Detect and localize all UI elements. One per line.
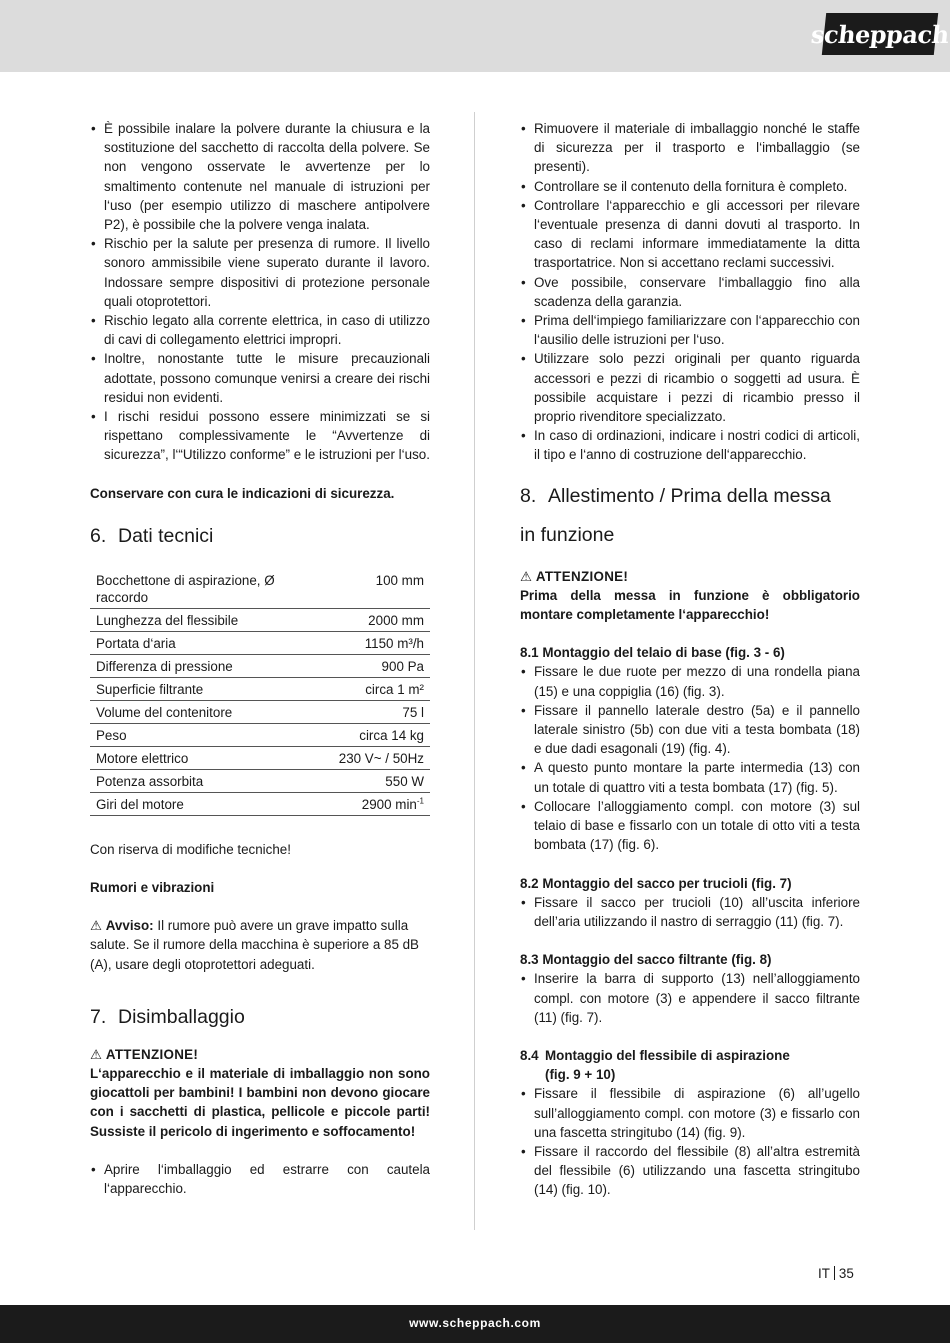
left-column [90, 119, 430, 1198]
list-item: • In caso di ordinazioni, indicare i nostri codici di articoli, il tipo e l‘anno di costruzione dell‘apparecchio. [520, 426, 860, 464]
spec-value: 75 l [333, 700, 430, 723]
section-6-heading [90, 517, 430, 556]
column-divider [474, 112, 475, 1230]
list-item: • Aprire l‘imballaggio ed estrarre con cautela l‘apparecchio. [90, 1160, 430, 1198]
warning-icon: ⚠ [520, 568, 533, 584]
list-item: • Controllare se il contenuto della fornitura è completo. [520, 177, 860, 196]
list-item: • Rimuovere il materiale di imballaggio nonché le staffe di sicurezza per il trasporto e l‘imballaggio (se presenti). [520, 119, 860, 177]
subsection-8-3-list [520, 969, 860, 1027]
unpacking-list [90, 1160, 430, 1198]
warning-text: Il rumore può avere un grave impatto sulla salute. Se il rumore della macchina è superiore a 85 dB (A), usare degli otoprotettori adeguati. [90, 918, 419, 972]
attention-text: Prima della messa in funzione è obbligatorio montare completamente l‘apparecchio! [520, 587, 860, 623]
subsection-number: 8.4 [520, 1047, 539, 1063]
table-row [90, 723, 430, 746]
list-item: • Fissare il pannello laterale destro (5a) e il pannello laterale sinistro (5b) con due viti a testa bombata (18) e due dadi esagonali (19) (fig. 4). [520, 701, 860, 759]
spec-label: Portata d‘aria [90, 631, 333, 654]
subsection-8-1-heading: 8.1 Montaggio del telaio di base (fig. 3 - 6) [520, 645, 785, 661]
language-code: IT [818, 1266, 830, 1281]
warning-label: Avviso: [105, 918, 154, 934]
list-item: • Utilizzare solo pezzi originali per quanto riguarda accessori e pezzi di ricambio o soggetti ad usura. È possibile acquistare i pezzi di ricambio presso il proprio rivenditore specializzato. [520, 349, 860, 426]
spec-value: 900 Pa [333, 654, 430, 677]
spec-label: Giri del motore [90, 792, 333, 815]
list-item: • Fissare le due ruote per mezzo di una rondella piana (15) e una coppiglia (16) (fig. 3). [520, 662, 860, 700]
separator [834, 1266, 835, 1280]
subsection-title-line1: Montaggio del flessibile di aspirazione [545, 1047, 790, 1063]
spec-label: Motore elettrico [90, 746, 333, 769]
section-number: 8. [520, 484, 537, 507]
attention-label [90, 1045, 430, 1064]
spec-label: Peso [90, 723, 333, 746]
spec-value: 100 mm [333, 570, 430, 609]
spec-value [333, 792, 430, 815]
spec-value-text: 2900 min [361, 796, 417, 812]
table-row [90, 677, 430, 700]
table-row [90, 700, 430, 723]
section-title-line1: Allestimento / Prima della messa [548, 484, 831, 507]
spec-value: circa 1 m² [333, 677, 430, 700]
superscript: -1 [416, 796, 424, 806]
section-title: Dati tecnici [118, 524, 214, 547]
table-row [90, 608, 430, 631]
spec-label: Volume del contenitore [90, 700, 333, 723]
unpacking-list-continued [520, 119, 860, 465]
table-row [90, 769, 430, 792]
subsection-title-line2: (fig. 9 + 10) [545, 1067, 616, 1083]
table-row [90, 654, 430, 677]
table-row [90, 570, 430, 609]
attention-label [520, 567, 860, 586]
spec-value: circa 14 kg [333, 723, 430, 746]
table-row [90, 792, 430, 815]
subsection-title [545, 1046, 790, 1084]
list-item: • Fissare il raccordo del flessibile (8) all’altra estremità del flessibile (6) utilizzando una fascetta stringitubo (14) (fig. 10). [520, 1142, 860, 1200]
spec-value: 1150 m³/h [333, 631, 430, 654]
page-number-value: 35 [838, 1266, 854, 1281]
list-item: • Controllare l‘apparecchio e gli accessori per rilevare l‘eventuale presenza di danni dovuti al trasporto. In caso di reclami informare immediatamente la ditta trasportatrice. Non si accettano reclami successivi. [520, 196, 860, 273]
noise-warning [90, 916, 430, 974]
list-item: • Inserire la barra di supporto (13) nell’alloggiamento compl. con motore (3) e appendere il sacco filtrante (11) (fig. 7). [520, 969, 860, 1027]
list-item: • Rischio per la salute per presenza di rumore. Il livello sonoro ammissibile viene superato durante il lavoro. Indossare sempre dispositivi di protezione personale quali otoprotettori. [90, 234, 430, 311]
subsection-8-4-heading [520, 1046, 860, 1084]
subsection-8-2-heading: 8.2 Montaggio del sacco per trucioli (fig. 7) [520, 875, 792, 891]
list-item: • Prima dell‘impiego familiarizzare con l‘apparecchio con l‘ausilio delle istruzioni per l‘uso. [520, 311, 860, 349]
keep-safe-notice: Conservare con cura le indicazioni di sicurezza. [90, 485, 395, 501]
technical-data-table [90, 570, 430, 816]
warning-icon: ⚠ [90, 1046, 103, 1062]
section-number: 7. [90, 1005, 107, 1028]
subsection-8-2-list [520, 893, 860, 931]
list-item: • Ove possibile, conservare l‘imballaggio fino alla scadenza della garanzia. [520, 273, 860, 311]
attention-text-label: ATTENZIONE! [535, 568, 629, 584]
footer-bar [0, 1305, 950, 1343]
spec-label: Bocchettone di aspirazione, Ø raccordo [90, 570, 333, 609]
list-item: • È possibile inalare la polvere durante la chiusura e la sostituzione del sacchetto di raccolta della polvere. Se non vengono osservate le avvertenze per lo smaltimento contenute nel manuale di istruzioni per l‘uso (per esempio utilizzo di maschere antipolvere P2), è possibile che la polvere venga inalata. [90, 119, 430, 234]
spec-label: Differenza di pressione [90, 654, 333, 677]
spec-value: 550 W [333, 769, 430, 792]
list-item: • Rischio legato alla corrente elettrica, in caso di utilizzo di cavi di collegamento elettrici impropri. [90, 311, 430, 349]
table-row [90, 746, 430, 769]
attention-text: L‘apparecchio e il materiale di imballaggio non sono giocattoli per bambini! I bambini non devono giocare con i sacchetti di plastica, pellicole e piccole parti! Sussiste il pericolo di ingerimento e soffocamento! [90, 1066, 430, 1139]
noise-heading: Rumori e vibrazioni [90, 880, 215, 896]
table-row [90, 631, 430, 654]
list-item: • I rischi residui possono essere minimizzati se si rispettano complessivamente le “Avvertenze di sicurezza”, l‘“Utilizzo conforme” e le istruzioni per l‘uso. [90, 407, 430, 465]
section-7-heading [90, 998, 430, 1037]
list-item: • Collocare l’alloggiamento compl. con motore (3) sul telaio di base e fissarlo con un totale di otto viti a testa bombata (17) (fig. 6). [520, 797, 860, 855]
spec-label: Potenza assorbita [90, 769, 333, 792]
list-item: • Fissare il flessibile di aspirazione (6) all’ugello sull’alloggiamento compl. con motore (3) e fissarlo con una fascetta stringitubo (14) (fig. 9). [520, 1084, 860, 1142]
subsection-8-3-heading: 8.3 Montaggio del sacco filtrante (fig. 8) [520, 952, 772, 968]
page-number [818, 1266, 854, 1281]
section-number: 6. [90, 524, 107, 547]
section-8-heading [520, 477, 860, 555]
reserve-notice: Con riserva di modifiche tecniche! [90, 841, 291, 857]
spec-value: 230 V~ / 50Hz [333, 746, 430, 769]
spec-label: Superficie filtrante [90, 677, 333, 700]
subsection-8-1-list [520, 662, 860, 854]
list-item: • Fissare il sacco per trucioli (10) all’uscita inferiore dell’aria utilizzando il nastro di serraggio (11) (fig. 7). [520, 893, 860, 931]
warning-icon: ⚠ [90, 918, 103, 934]
spec-value: 2000 mm [333, 608, 430, 631]
spec-label: Lunghezza del flessibile [90, 608, 333, 631]
footer-url: www.scheppach.com [409, 1316, 541, 1330]
residual-risks-list [90, 119, 430, 465]
list-item: • Inoltre, nonostante tutte le misure precauzionali adottate, possono comunque venirsi a creare dei rischi residui non evidenti. [90, 349, 430, 407]
subsection-8-4-list [520, 1084, 860, 1199]
list-item: • A questo punto montare la parte intermedia (13) con un totale di quattro viti a testa bombata (17) (fig. 5). [520, 758, 860, 796]
header-bar [0, 0, 950, 72]
right-column [520, 119, 860, 1200]
section-title-line2: in funzione [520, 523, 615, 546]
section-title: Disimballaggio [118, 1005, 245, 1028]
attention-text-label: ATTENZIONE! [105, 1046, 199, 1062]
scheppach-logo: scheppach [822, 13, 938, 55]
